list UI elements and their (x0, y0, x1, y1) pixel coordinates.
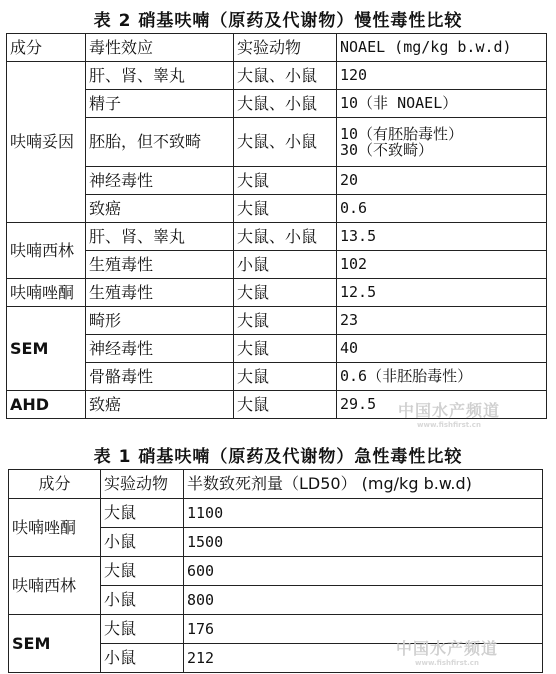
table-row (7, 90, 547, 118)
animal-cell: 小鼠 (101, 644, 184, 673)
table-row (9, 499, 543, 528)
table-row (7, 62, 547, 90)
value-cell: 40 (337, 335, 547, 363)
table-row (9, 557, 543, 586)
component-cell: SEM (9, 615, 101, 673)
effect-cell: 致癌 (86, 195, 234, 223)
component-cell: 呋喃唑酮 (9, 499, 101, 557)
effect-cell: 骨骼毒性 (86, 363, 234, 391)
table-row (7, 307, 547, 335)
effect-cell: 生殖毒性 (86, 251, 234, 279)
effect-cell: 致癌 (86, 391, 234, 419)
animal-cell: 大鼠、小鼠 (234, 118, 337, 167)
value-cell: 13.5 (337, 223, 547, 251)
value-cell: 0.6（非胚胎毒性） (337, 363, 547, 391)
header-animal: 实验动物 (101, 470, 184, 499)
animal-cell: 大鼠 (234, 195, 337, 223)
value-cell: 10（非 NOAEL） (337, 90, 547, 118)
animal-cell: 大鼠、小鼠 (234, 223, 337, 251)
value-cell: 12.5 (337, 279, 547, 307)
animal-cell: 小鼠 (101, 586, 184, 615)
component-cell: 呋喃唑酮 (7, 279, 86, 307)
effect-cell: 生殖毒性 (86, 279, 234, 307)
component-cell: SEM (7, 307, 86, 391)
component-cell: 呋喃西林 (7, 223, 86, 279)
watermark-text: 中国水产频道 (398, 401, 501, 420)
animal-cell: 大鼠 (234, 391, 337, 419)
value-cell: 176 (184, 615, 543, 644)
watermark-url: www.fishfirst.cn (417, 421, 481, 429)
table-header-row (9, 470, 543, 499)
chronic-toxicity-table (6, 33, 547, 419)
header-component: 成分 (9, 470, 101, 499)
watermark (396, 636, 498, 667)
table-row (7, 335, 547, 363)
component-cell: 呋喃西林 (9, 557, 101, 615)
value-cell: 1100 (184, 499, 543, 528)
value-cell: 212 (184, 644, 543, 673)
effect-cell: 肝、肾、睾丸 (86, 62, 234, 90)
header-component: 成分 (7, 34, 86, 62)
header-noael: NOAEL (mg/kg b.w.d) (337, 34, 547, 62)
table-row (7, 223, 547, 251)
value-cell (337, 118, 547, 167)
animal-cell: 大鼠 (234, 307, 337, 335)
table-header-row (7, 34, 547, 62)
animal-cell: 小鼠 (234, 251, 337, 279)
value-cell: 0.6 (337, 195, 547, 223)
header-animal: 实验动物 (234, 34, 337, 62)
value-line-2: 30（不致畸） (340, 141, 434, 159)
animal-cell: 小鼠 (101, 528, 184, 557)
animal-cell: 大鼠 (101, 615, 184, 644)
effect-cell: 畸形 (86, 307, 234, 335)
value-cell: 20 (337, 167, 547, 195)
table2-title: 表 2 硝基呋喃（原药及代谢物）慢性毒性比较 (93, 11, 463, 31)
table-row (7, 363, 547, 391)
value-line-1: 10（有胚胎毒性） (340, 124, 464, 143)
header-ld50: 半数致死剂量（LD50） (mg/kg b.w.d) (184, 470, 543, 499)
animal-cell: 大鼠 (234, 335, 337, 363)
animal-cell: 大鼠 (234, 279, 337, 307)
table-row (7, 118, 547, 167)
watermark (398, 398, 500, 429)
animal-cell: 大鼠 (101, 557, 184, 586)
animal-cell: 大鼠 (234, 167, 337, 195)
value-cell: 102 (337, 251, 547, 279)
animal-cell: 大鼠 (101, 499, 184, 528)
animal-cell: 大鼠、小鼠 (234, 90, 337, 118)
animal-cell: 大鼠 (234, 363, 337, 391)
header-effect: 毒性效应 (86, 34, 234, 62)
value-cell: 600 (184, 557, 543, 586)
effect-cell: 精子 (86, 90, 234, 118)
effect-cell: 神经毒性 (86, 335, 234, 363)
value-cell: 120 (337, 62, 547, 90)
effect-cell: 神经毒性 (86, 167, 234, 195)
value-cell: 29.5 (337, 391, 547, 419)
table1-title: 表 1 硝基呋喃（原药及代谢物）急性毒性比较 (93, 447, 463, 467)
component-cell: 呋喃妥因 (7, 62, 86, 223)
value-cell: 23 (337, 307, 547, 335)
effect-cell: 胚胎，但不致畸 (86, 118, 234, 167)
watermark-text: 中国水产频道 (396, 639, 499, 658)
watermark-url: www.fishfirst.cn (415, 659, 479, 667)
component-cell: AHD (7, 391, 86, 419)
effect-cell: 肝、肾、睾丸 (86, 223, 234, 251)
table-row (7, 167, 547, 195)
value-cell: 800 (184, 586, 543, 615)
table-row (7, 251, 547, 279)
table-row (7, 279, 547, 307)
table-row (7, 195, 547, 223)
animal-cell: 大鼠、小鼠 (234, 62, 337, 90)
value-cell: 1500 (184, 528, 543, 557)
